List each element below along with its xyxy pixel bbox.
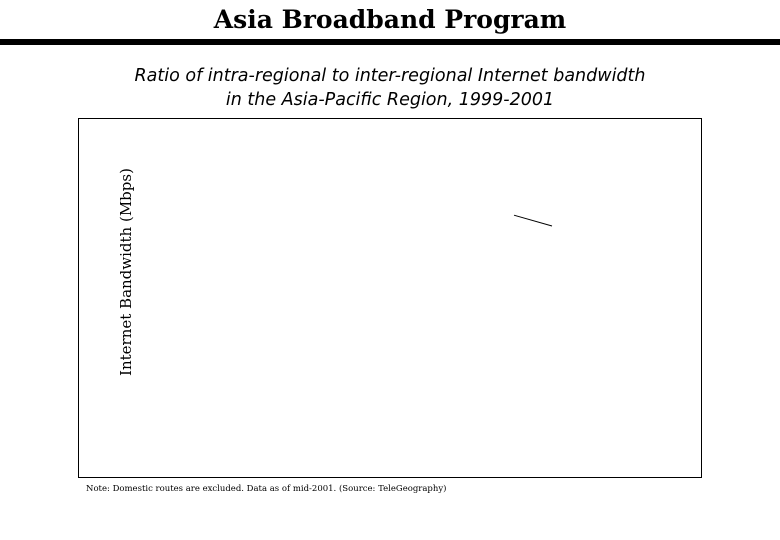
chart-title-line-2: in the Asia-Pacific Region, 1999-2001	[225, 90, 555, 110]
title-divider	[0, 39, 780, 45]
y-axis-label: Internet Bandwidth (Mbps)	[117, 168, 135, 376]
slide-title: Asia Broadband Program	[213, 5, 567, 34]
chart-title	[0, 64, 780, 112]
source-note: Note: Domestic routes are excluded. Data as of mid-2001. (Source: TeleGeography)	[86, 484, 447, 494]
plot-area	[78, 118, 702, 478]
chart-title-line-1: Ratio of intra-regional to inter-regional Internet bandwidth	[134, 66, 646, 86]
